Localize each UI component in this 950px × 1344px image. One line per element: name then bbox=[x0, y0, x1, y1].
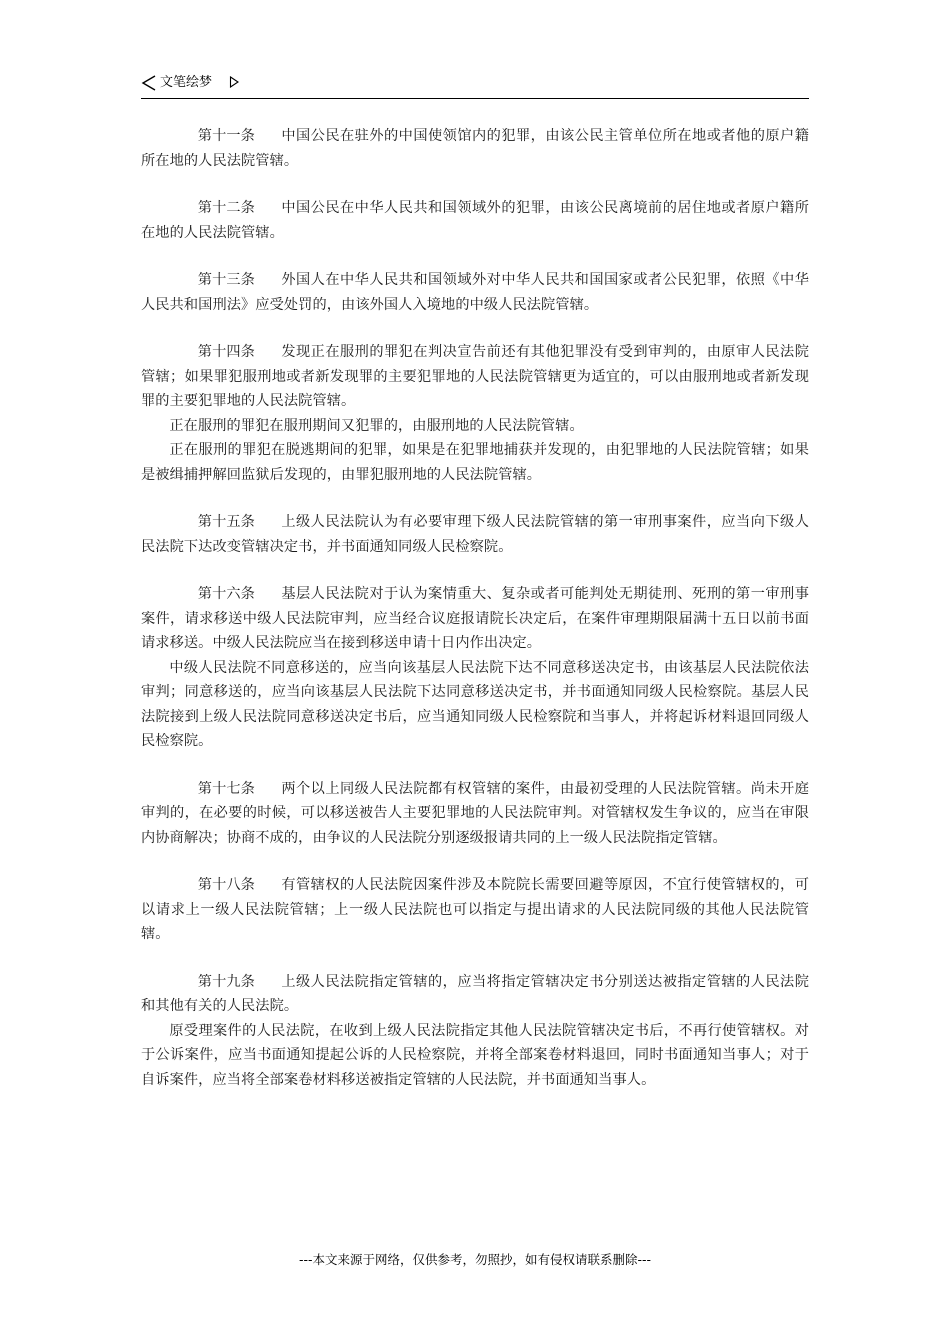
article-number: 第十五条 bbox=[197, 514, 255, 530]
article-paragraph bbox=[141, 970, 809, 1019]
article-text: 上级人民法院认为有必要审理下级人民法院管辖的第一审刑事案件，应当向下级人民法院下达改变管辖决定书，并书面通知同级人民检察院。 bbox=[141, 514, 809, 555]
page-header bbox=[141, 72, 809, 99]
article-block bbox=[141, 268, 809, 317]
article-text: 两个以上同级人民法院都有权管辖的案件，由最初受理的人民法院管辖。尚未开庭审判的，在必要的时候，可以移送被告人主要犯罪地的人民法院审判。对管辖权发生争议的，应当在审限内协商解决；协商不成的，由争议的人民法院分别逐级报请共同的上一级人民法院指定管辖。 bbox=[141, 780, 809, 846]
article-text: 中国公民在中华人民共和国领域外的犯罪，由该公民离境前的居住地或者原户籍所在地的人民法院管辖。 bbox=[141, 200, 809, 241]
article-text: 原受理案件的人民法院，在收到上级人民法院指定其他人民法院管辖决定书后，不再行使管辖权。对于公诉案件，应当书面通知提起公诉的人民检察院，并将全部案卷材料退回，同时书面通知当事人；对于自诉案件，应当将全部案卷材料移送被指定管辖的人民法院，并书面通知当事人。 bbox=[141, 1022, 809, 1088]
article-paragraph bbox=[141, 124, 809, 173]
article-number: 第十八条 bbox=[197, 877, 255, 893]
article-paragraph bbox=[141, 414, 809, 439]
article-number: 第十六条 bbox=[197, 586, 255, 602]
article-text: 外国人在中华人民共和国领域外对中华人民共和国国家或者公民犯罪，依照《中华人民共和国刑法》应受处罚的，由该外国人入境地的中级人民法院管辖。 bbox=[141, 272, 809, 313]
article-block bbox=[141, 124, 809, 173]
article-block bbox=[141, 777, 809, 851]
article-paragraph bbox=[141, 438, 809, 487]
article-block bbox=[141, 510, 809, 559]
article-block bbox=[141, 873, 809, 947]
article-paragraph bbox=[141, 656, 809, 754]
header-title: 文笔绘梦 bbox=[160, 75, 213, 90]
article-paragraph bbox=[141, 582, 809, 656]
left-triangle-icon bbox=[141, 74, 157, 92]
article-number: 第十七条 bbox=[197, 780, 255, 797]
article-text: 中国公民在驻外的中国使领馆内的犯罪，由该公民主管单位所在地或者他的原户籍所在地的人民法院管辖。 bbox=[141, 128, 809, 169]
article-text: 有管辖权的人民法院因案件涉及本院院长需要回避等原因，不宜行使管辖权的，可以请求上一级人民法院管辖；上一级人民法院也可以指定与提出请求的人民法院同级的其他人民法院管辖。 bbox=[141, 877, 809, 942]
article-text: 发现正在服刑的罪犯在判决宣告前还有其他犯罪没有受到审判的，由原审人民法院管辖；如果罪犯服刑地或者新发现罪的主要犯罪地的人民法院管辖更为适宜的，可以由服刑地或者新发现罪的主要犯罪地的人民法院管辖。 bbox=[141, 344, 809, 409]
article-number: 第十一条 bbox=[197, 128, 255, 144]
article-block bbox=[141, 582, 809, 754]
article-paragraph bbox=[141, 873, 809, 947]
article-paragraph bbox=[141, 196, 809, 245]
document-body bbox=[141, 124, 809, 1115]
article-number: 第十四条 bbox=[197, 344, 255, 360]
article-paragraph bbox=[141, 268, 809, 317]
right-triangle-icon bbox=[229, 76, 239, 88]
article-paragraph bbox=[141, 340, 809, 414]
article-text: 正在服刑的罪犯在脱逃期间的犯罪，如果是在犯罪地捕获并发现的，由犯罪地的人民法院管辖；如果是被缉捕押解回监狱后发现的，由罪犯服刑地的人民法院管辖。 bbox=[141, 442, 809, 483]
article-paragraph bbox=[141, 777, 809, 851]
article-text: 上级人民法院指定管辖的，应当将指定管辖决定书分别送达被指定管辖的人民法院和其他有关的人民法院。 bbox=[141, 973, 809, 1014]
article-number: 第十三条 bbox=[197, 272, 255, 288]
article-paragraph bbox=[141, 510, 809, 559]
footer-disclaimer: ---本文来源于网络，仅供参考，勿照抄，如有侵权请联系删除--- bbox=[298, 1252, 652, 1267]
article-text: 正在服刑的罪犯在服刑期间又犯罪的，由服刑地的人民法院管辖。 bbox=[169, 417, 584, 434]
article-number: 第十二条 bbox=[197, 200, 255, 216]
article-text: 基层人民法院对于认为案情重大、复杂或者可能判处无期徒刑、死刑的第一审刑事案件，请求移送中级人民法院审判，应当经合议庭报请院长决定后，在案件审理期限届满十五日以前书面请求移送。中级人民法院应当在接到移送申请十日内作出决定。 bbox=[141, 586, 809, 651]
article-block bbox=[141, 970, 809, 1093]
article-paragraph bbox=[141, 1019, 809, 1093]
article-number: 第十九条 bbox=[197, 973, 255, 990]
article-block bbox=[141, 340, 809, 487]
article-text: 中级人民法院不同意移送的，应当向该基层人民法院下达不同意移送决定书，由该基层人民法院依法审判；同意移送的，应当向该基层人民法院下达同意移送决定书，并书面通知同级人民检察院。基层人民法院接到上级人民法院同意移送决定书后，应当通知同级人民检察院和当事人，并将起诉材料退回同级人民检察院。 bbox=[141, 659, 809, 749]
article-block bbox=[141, 196, 809, 245]
